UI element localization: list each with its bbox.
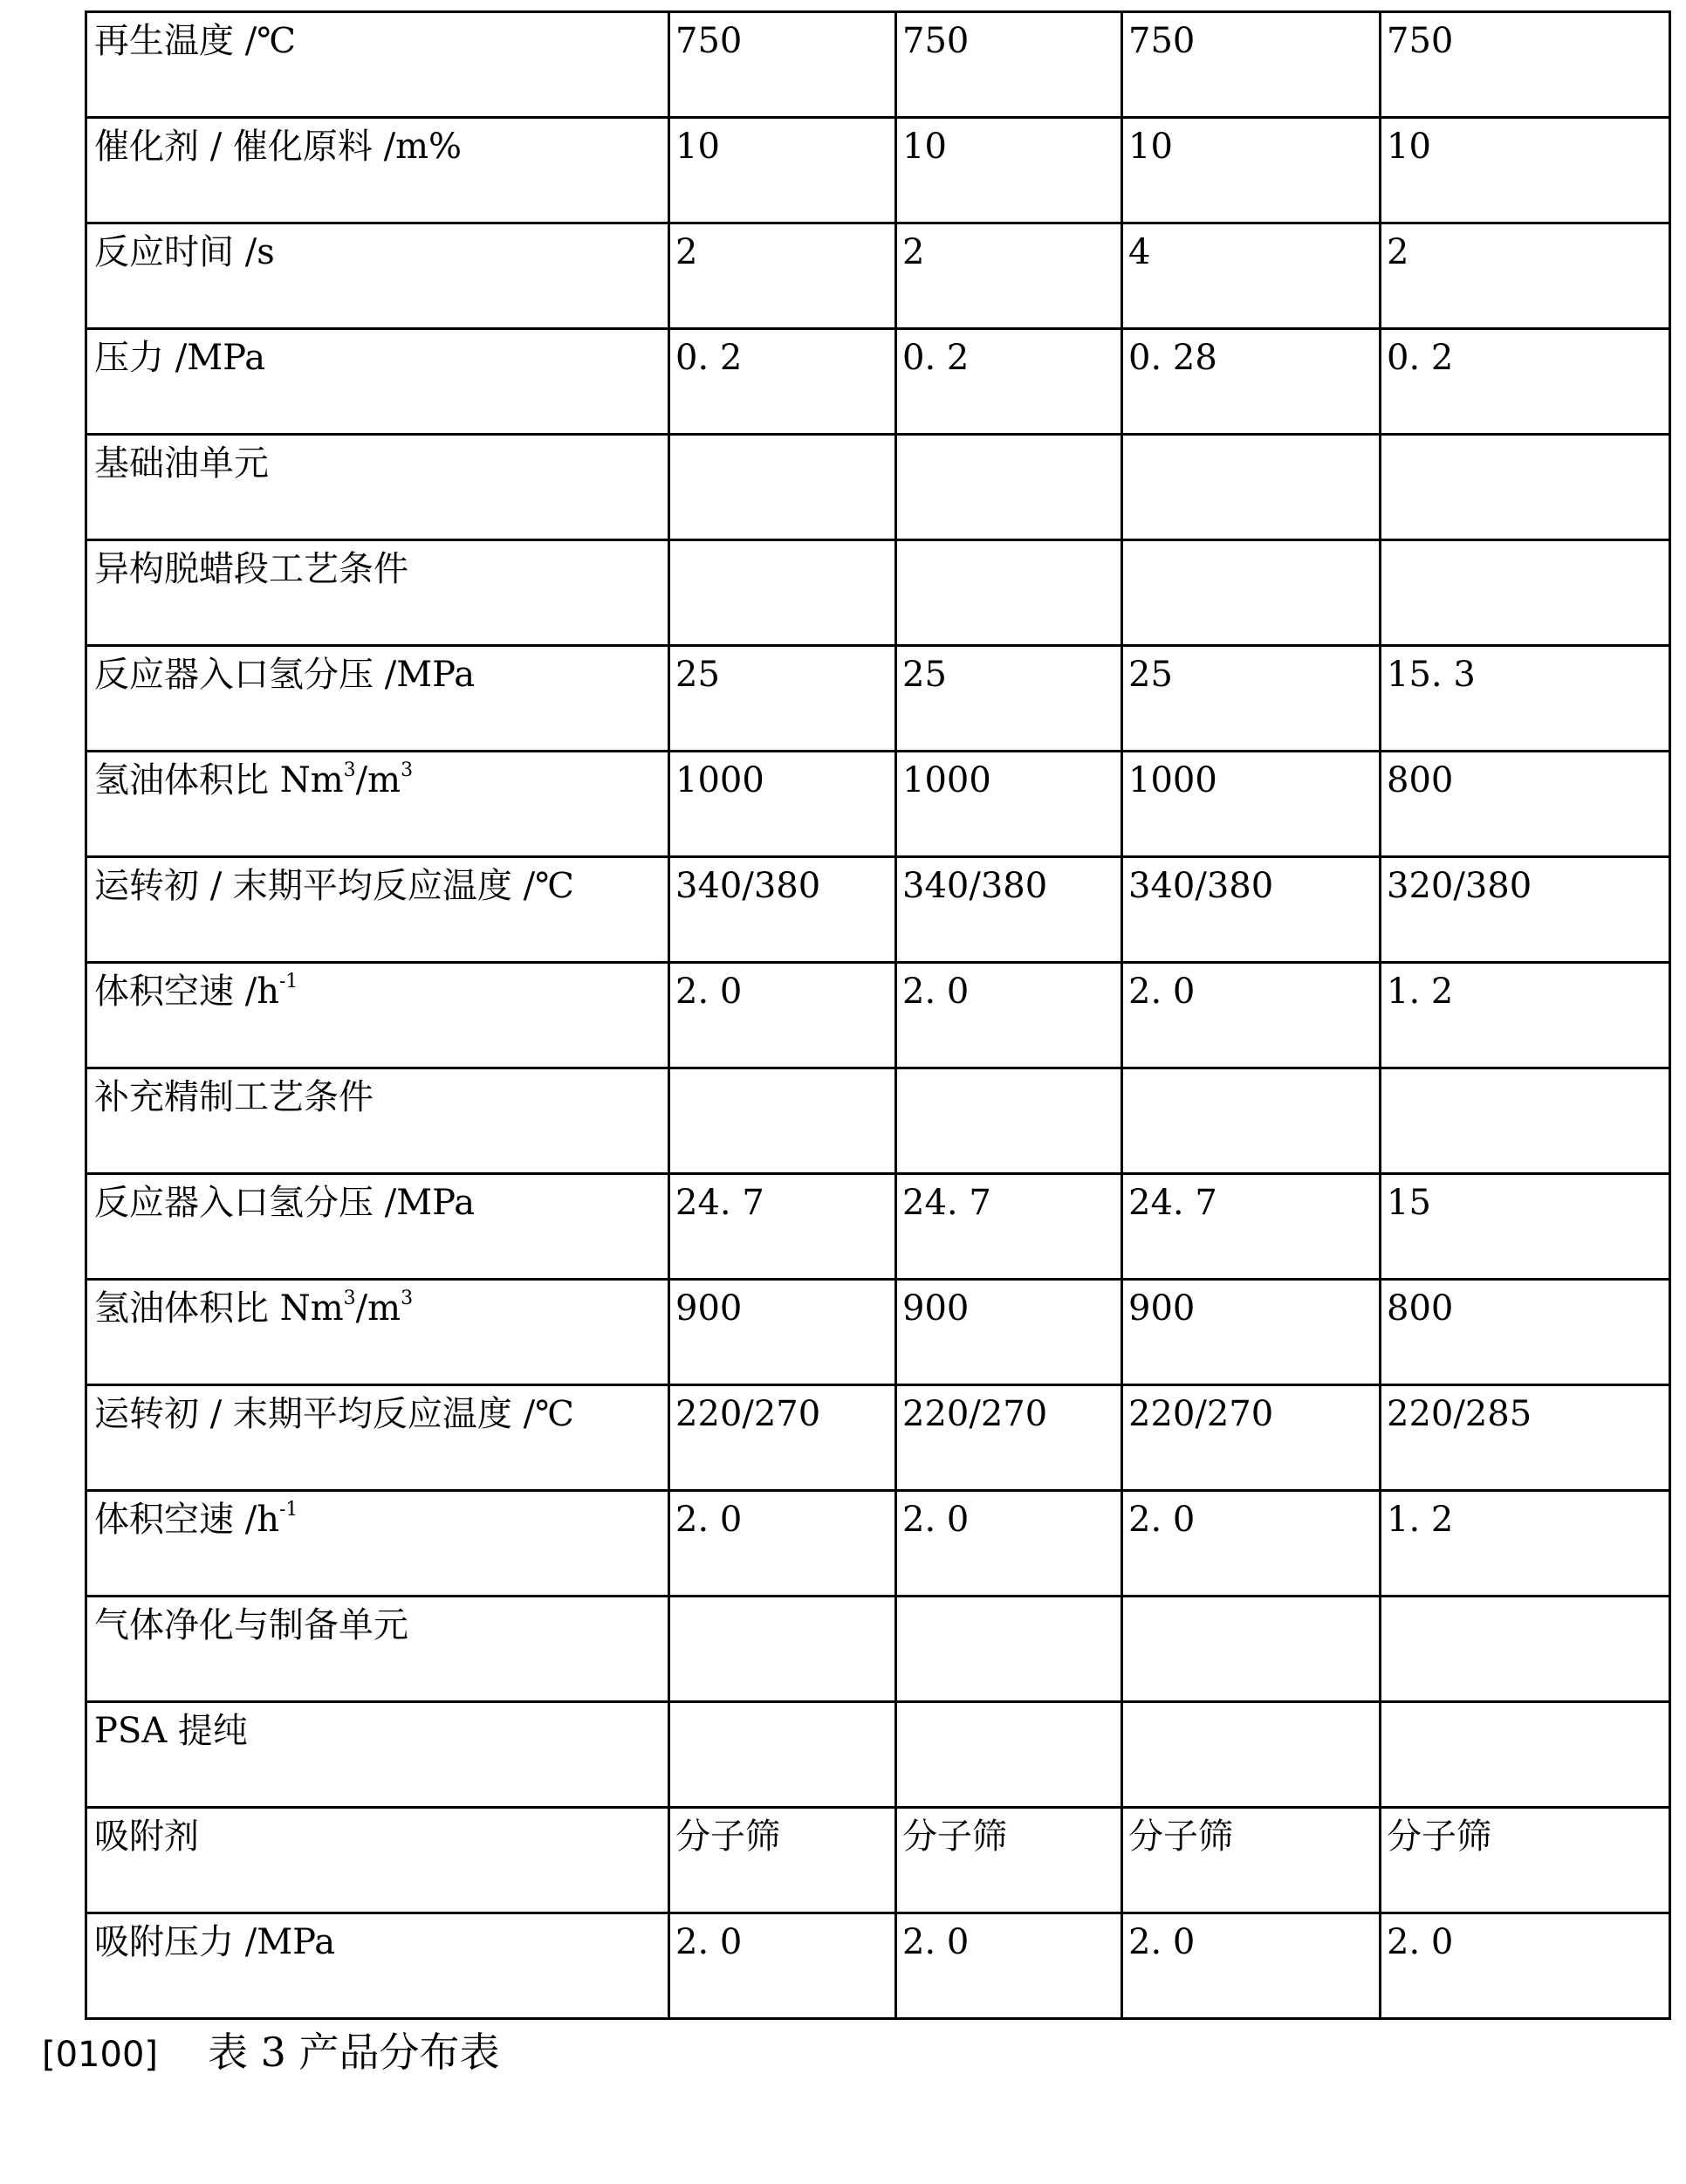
table-cell [1381,1068,1670,1174]
table-body [86,12,1670,2019]
table-row [86,540,1670,646]
table-cell: 2 [669,223,896,329]
table-cell: 800 [1381,752,1670,857]
table-cell [1381,435,1670,540]
table-cell: 24. 7 [896,1174,1122,1280]
row-label [86,1913,669,2019]
table-cell [1122,435,1381,540]
row-label [86,1491,669,1597]
table-cell: 340/380 [896,857,1122,963]
table-cell [896,1068,1122,1174]
table-cell [1381,1597,1670,1702]
table-cell: 10 [669,118,896,223]
row-label [86,1280,669,1385]
row-label-text: 气体净化与制备单元 [94,1605,408,1645]
table-cell: 1000 [896,752,1122,857]
table-cell: 750 [1122,12,1381,118]
table-cell: 320/380 [1381,857,1670,963]
table-cell: 0. 2 [896,329,1122,435]
table-cell [896,1702,1122,1808]
table-cell: 900 [669,1280,896,1385]
table-cell: 2. 0 [1122,963,1381,1068]
table-row [86,1913,1670,2019]
table-row [86,1280,1670,1385]
table-cell: 0. 2 [669,329,896,435]
table-cell: 25 [896,646,1122,752]
row-label [86,118,669,223]
label-superscript: 3 [401,1288,414,1309]
row-label-text: 体积空速 /h [94,972,279,1012]
row-label-text: 反应器入口氢分压 /MPa [94,655,476,695]
table-cell: 0. 28 [1122,329,1381,435]
row-label-text: 再生温度 /℃ [94,21,296,61]
table-cell [669,1597,896,1702]
table-cell: 220/270 [669,1385,896,1491]
table-cell: 750 [669,12,896,118]
table-cell: 340/380 [1122,857,1381,963]
table-cell: 25 [1122,646,1381,752]
row-label [86,857,669,963]
row-label [86,12,669,118]
table-cell: 分子筛 [1122,1808,1381,1913]
table-cell: 2. 0 [669,963,896,1068]
table-row [86,118,1670,223]
row-label [86,963,669,1068]
row-label-text: 吸附剂 [94,1817,199,1857]
table-cell: 分子筛 [669,1808,896,1913]
row-label [86,752,669,857]
row-label [86,435,669,540]
table-row [86,1174,1670,1280]
table-cell: 750 [1381,12,1670,118]
table-cell: 900 [1122,1280,1381,1385]
table-cell [1381,540,1670,646]
label-superscript: -1 [278,971,298,992]
table-cell: 2. 0 [1381,1913,1670,2019]
table-cell: 15 [1381,1174,1670,1280]
paragraph [42,2030,500,2077]
row-label-text: 吸附压力 /MPa [94,1922,336,1962]
paragraph-number: [0100] [42,2035,159,2075]
table-row [86,857,1670,963]
table-row [86,1808,1670,1913]
process-conditions-table [85,10,1671,2020]
row-label [86,1068,669,1174]
table-cell [1122,540,1381,646]
row-label [86,1597,669,1702]
table-cell: 750 [896,12,1122,118]
table-row [86,223,1670,329]
label-superscript: 3 [343,1288,356,1309]
label-unit: /m [355,1288,401,1329]
table-row [86,646,1670,752]
table-cell [1381,1702,1670,1808]
row-label-text: 运转初 / 末期平均反应温度 /℃ [94,866,574,906]
table-cell: 15. 3 [1381,646,1670,752]
table-row [86,1068,1670,1174]
table-caption: 表 3 产品分布表 [208,2029,500,2076]
row-label [86,1385,669,1491]
table-cell: 800 [1381,1280,1670,1385]
table-cell: 10 [896,118,1122,223]
table-cell: 24. 7 [1122,1174,1381,1280]
table-cell: 2. 0 [896,1913,1122,2019]
table-cell [1122,1068,1381,1174]
table-cell: 220/285 [1381,1385,1670,1491]
table-cell: 2. 0 [669,1913,896,2019]
table-cell: 2. 0 [669,1491,896,1597]
table-cell: 1. 2 [1381,963,1670,1068]
table-cell: 2 [896,223,1122,329]
table-cell: 10 [1381,118,1670,223]
table-cell: 1. 2 [1381,1491,1670,1597]
table-cell [896,540,1122,646]
table-cell: 900 [896,1280,1122,1385]
row-label [86,329,669,435]
table-cell [669,435,896,540]
table-cell: 2. 0 [896,1491,1122,1597]
row-label-text: 反应器入口氢分压 /MPa [94,1183,476,1223]
row-label-text: 运转初 / 末期平均反应温度 /℃ [94,1394,574,1434]
row-label [86,1702,669,1808]
table-cell: 4 [1122,223,1381,329]
row-label-text: 异构脱蜡段工艺条件 [94,549,408,589]
table-row [86,329,1670,435]
table-row [86,435,1670,540]
table-cell: 分子筛 [896,1808,1122,1913]
table-cell: 2. 0 [896,963,1122,1068]
table-row [86,1702,1670,1808]
table-row [86,12,1670,118]
table-cell: 340/380 [669,857,896,963]
table-cell [1122,1702,1381,1808]
table-row [86,1491,1670,1597]
table-cell: 2 [1381,223,1670,329]
table-cell [896,1597,1122,1702]
table-row [86,1385,1670,1491]
table-cell [1122,1597,1381,1702]
row-label-text: 氢油体积比 Nm [94,760,344,800]
table-row [86,752,1670,857]
row-label-text: 反应时间 /s [94,232,275,272]
table-cell: 2. 0 [1122,1913,1381,2019]
table-cell: 分子筛 [1381,1808,1670,1913]
table-cell: 25 [669,646,896,752]
row-label-text: 催化剂 / 催化原料 /m% [94,127,463,167]
row-label-text: 体积空速 /h [94,1500,279,1540]
label-superscript: -1 [278,1499,298,1521]
table-cell: 10 [1122,118,1381,223]
row-label [86,1174,669,1280]
row-label [86,540,669,646]
table-cell: 24. 7 [669,1174,896,1280]
table-cell [669,1068,896,1174]
row-label-text: 氢油体积比 Nm [94,1288,344,1329]
label-superscript: 3 [343,759,356,781]
table-cell [669,1702,896,1808]
table-cell: 220/270 [1122,1385,1381,1491]
table-cell: 220/270 [896,1385,1122,1491]
table-cell [669,540,896,646]
row-label-text: 基础油单元 [94,443,269,484]
table-cell: 0. 2 [1381,329,1670,435]
row-label-text: PSA 提纯 [94,1711,248,1751]
row-label [86,1808,669,1913]
table-cell [896,435,1122,540]
row-label-text: 补充精制工艺条件 [94,1077,374,1117]
row-label-text: 压力 /MPa [94,338,266,378]
table-row [86,1597,1670,1702]
table-cell: 1000 [669,752,896,857]
table-row [86,963,1670,1068]
label-unit: /m [355,760,401,800]
table-cell: 2. 0 [1122,1491,1381,1597]
table-cell: 1000 [1122,752,1381,857]
row-label [86,646,669,752]
label-superscript: 3 [401,759,414,781]
row-label [86,223,669,329]
